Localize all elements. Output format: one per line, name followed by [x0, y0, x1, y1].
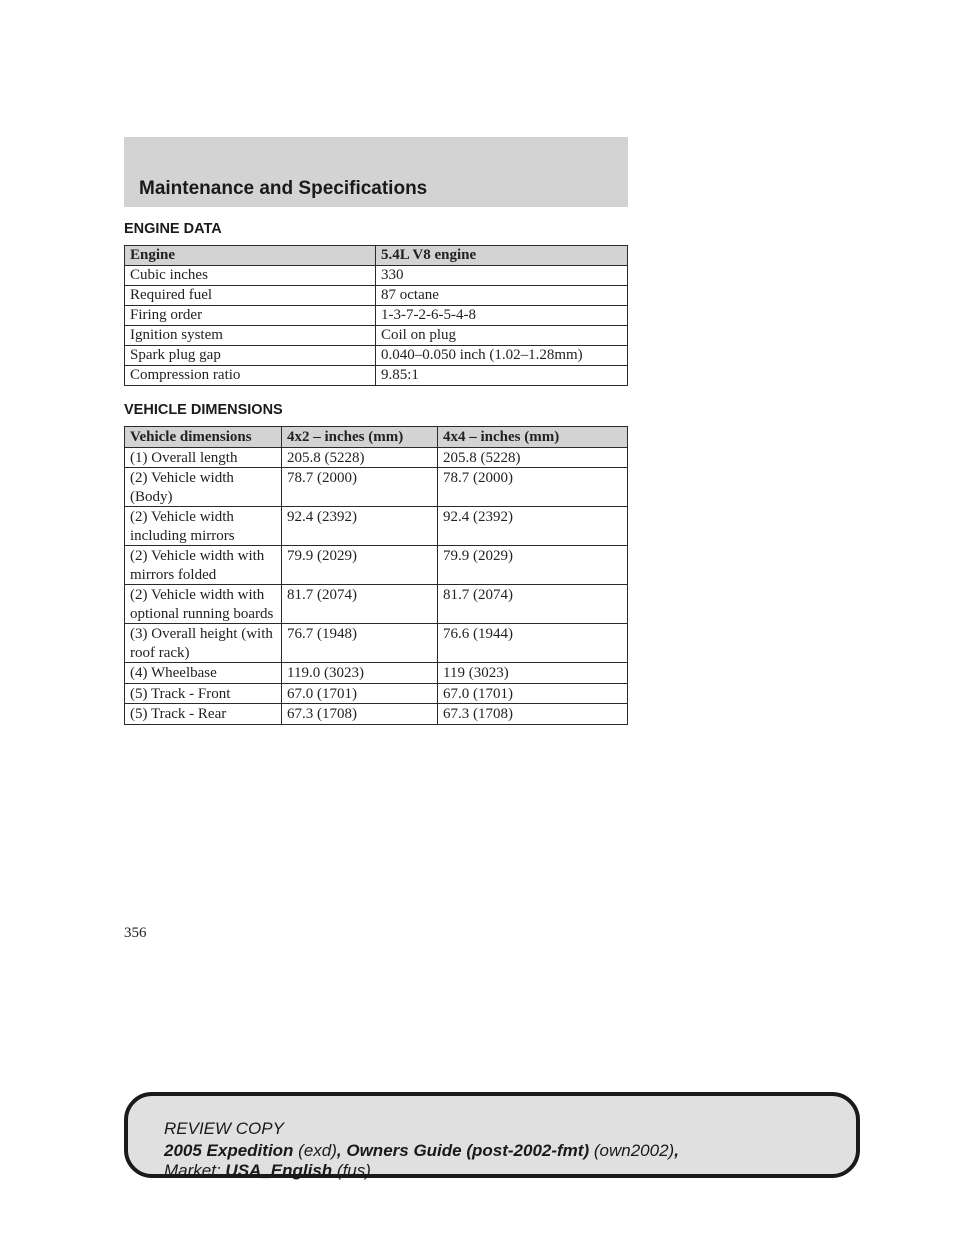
table-row — [125, 346, 628, 366]
market-label: Market: — [164, 1161, 221, 1180]
table-cell: 81.7 (2074) — [438, 585, 628, 624]
table-row — [125, 447, 628, 468]
table-cell: 79.9 (2029) — [282, 546, 438, 585]
vehicle-dimensions-heading: VEHICLE DIMENSIONS — [124, 402, 283, 418]
table-cell: 330 — [376, 266, 628, 286]
table-cell: 92.4 (2392) — [282, 507, 438, 546]
page-number: 356 — [124, 925, 147, 941]
vehicle-dimensions-table — [124, 426, 628, 725]
section-header-band — [124, 137, 628, 207]
table-cell: (2) Vehicle width with mirrors folded — [125, 546, 282, 585]
table-cell: 119.0 (3023) — [282, 663, 438, 684]
table-cell: Compression ratio — [125, 366, 376, 386]
table-cell: 78.7 (2000) — [438, 468, 628, 507]
market-code: (fus) — [336, 1161, 371, 1180]
engine-data-heading: ENGINE DATA — [124, 221, 222, 237]
table-cell: 67.3 (1708) — [282, 704, 438, 725]
table-cell: 76.6 (1944) — [438, 624, 628, 663]
table-cell: 67.0 (1701) — [438, 683, 628, 704]
table-cell: Firing order — [125, 306, 376, 326]
table-cell: 9.85:1 — [376, 366, 628, 386]
table-cell: 81.7 (2074) — [282, 585, 438, 624]
table-cell: (2) Vehicle width including mirrors — [125, 507, 282, 546]
table-cell: Ignition system — [125, 326, 376, 346]
table-cell: 79.9 (2029) — [438, 546, 628, 585]
table-cell: Coil on plug — [376, 326, 628, 346]
table-cell: 67.3 (1708) — [438, 704, 628, 725]
engine-data-table — [124, 245, 628, 386]
table-row — [125, 683, 628, 704]
table-cell: 76.7 (1948) — [282, 624, 438, 663]
guide-code: (own2002) — [593, 1141, 675, 1160]
table-row — [125, 624, 628, 663]
table-cell: 87 octane — [376, 286, 628, 306]
table-cell: (2) Vehicle width with optional running boards — [125, 585, 282, 624]
column-header: 4x2 – inches (mm) — [282, 427, 438, 448]
table-cell: (1) Overall length — [125, 447, 282, 468]
table-cell: Spark plug gap — [125, 346, 376, 366]
table-cell: (4) Wheelbase — [125, 663, 282, 684]
table-cell: Required fuel — [125, 286, 376, 306]
table-cell: 119 (3023) — [438, 663, 628, 684]
column-header: 5.4L V8 engine — [376, 246, 628, 266]
table-row — [125, 306, 628, 326]
guide-separator: , — [336, 1141, 347, 1160]
review-copy-label: REVIEW COPY — [164, 1119, 284, 1138]
trailing-comma: , — [674, 1141, 679, 1160]
table-cell: 92.4 (2392) — [438, 507, 628, 546]
table-cell: 205.8 (5228) — [438, 447, 628, 468]
market-name: USA_English — [225, 1161, 333, 1180]
table-header-row — [125, 246, 628, 266]
review-copy-box — [124, 1092, 860, 1178]
column-header: Vehicle dimensions — [125, 427, 282, 448]
table-cell: (5) Track - Rear — [125, 704, 282, 725]
vehicle-code: (exd) — [298, 1141, 337, 1160]
table-cell: (3) Overall height (with roof rack) — [125, 624, 282, 663]
review-copy-guide-line — [164, 1141, 679, 1161]
table-row — [125, 507, 628, 546]
table-row — [125, 468, 628, 507]
column-header: 4x4 – inches (mm) — [438, 427, 628, 448]
table-row — [125, 585, 628, 624]
column-header: Engine — [125, 246, 376, 266]
guide-name: Owners Guide (post-2002-fmt) — [346, 1141, 590, 1160]
table-cell: (2) Vehicle width (Body) — [125, 468, 282, 507]
table-row — [125, 326, 628, 346]
vehicle-name: 2005 Expedition — [164, 1141, 294, 1160]
table-cell: 1-3-7-2-6-5-4-8 — [376, 306, 628, 326]
table-row — [125, 546, 628, 585]
table-row — [125, 366, 628, 386]
table-row — [125, 704, 628, 725]
table-row — [125, 286, 628, 306]
section-title: Maintenance and Specifications — [139, 178, 428, 199]
table-cell: 205.8 (5228) — [282, 447, 438, 468]
table-row — [125, 266, 628, 286]
table-cell: Cubic inches — [125, 266, 376, 286]
table-cell: 78.7 (2000) — [282, 468, 438, 507]
table-cell: 0.040–0.050 inch (1.02–1.28mm) — [376, 346, 628, 366]
table-row — [125, 663, 628, 684]
review-copy-market-line — [164, 1161, 371, 1181]
table-cell: (5) Track - Front — [125, 683, 282, 704]
table-cell: 67.0 (1701) — [282, 683, 438, 704]
table-header-row — [125, 427, 628, 448]
